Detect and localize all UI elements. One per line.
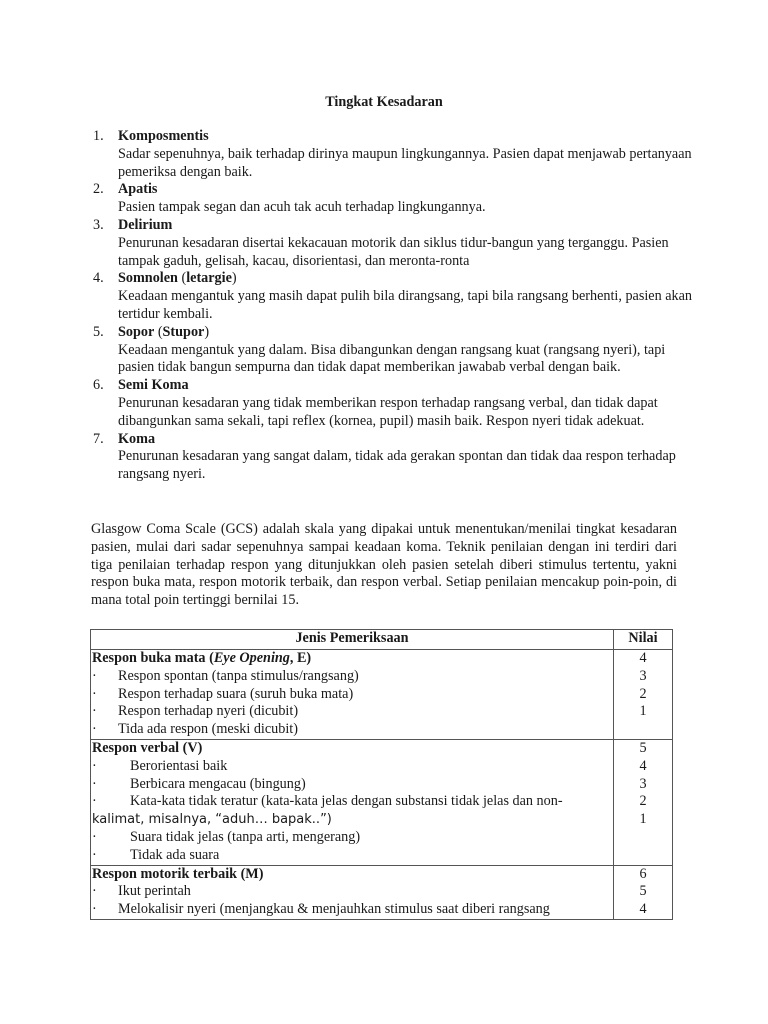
table-row [91, 739, 673, 865]
gcs-table [90, 629, 673, 920]
score: 6 [639, 865, 647, 882]
motor-cell [91, 865, 614, 919]
level-description: Sadar sepenuhnya, baik terhadap dirinya maupun lingkungannya. Pasien dapat menjawab pertanyaan pemeriksa dengan baik. [118, 145, 692, 180]
table-header-row [91, 630, 673, 650]
item-number: 5. [93, 323, 104, 340]
item-text: Kata-kata tidak teratur (kata-kata jelas dengan substansi tidak jelas dan non- [130, 793, 563, 810]
level-description: Penurunan kesadaran yang sangat dalam, tidak ada gerakan spontan dan tidak daa respon terhadap rangsang nyeri. [118, 448, 676, 483]
bullet: · [92, 703, 97, 720]
list-item [91, 668, 613, 686]
level-name: Apatis [118, 181, 158, 198]
level-description: Penurunan kesadaran yang tidak memberikan respon terhadap rangsang verbal, dan tidak dapat dibangunkan sama sekali, tapi reflex (kornea, pupil) masih baik. Respon nyeri tidak adekuat. [118, 394, 658, 429]
verbal-title: Respon verbal (V) [92, 739, 203, 756]
item-text: Respon spontan (tanpa stimulus/rangsang) [118, 667, 359, 684]
title-italic: Eye Opening [213, 650, 290, 666]
table-row [91, 865, 673, 919]
item-number: 6. [93, 377, 104, 394]
item-number: 7. [93, 430, 104, 447]
item-text: Ikut perintah [118, 883, 191, 900]
level-name-main: Sopor [118, 323, 155, 340]
list-item [91, 847, 613, 865]
list-item [93, 270, 693, 323]
item-number: 4. [93, 270, 104, 287]
item-text: Respon terhadap suara (suruh buka mata) [118, 685, 354, 702]
score: 2 [639, 793, 647, 810]
gcs-intro-paragraph: Glasgow Coma Scale (GCS) adalah skala yang dipakai untuk menentukan/menilai tingkat kesadaran pasien, mulai dari sadar sepenuhnya sampai keadaan koma. Teknik penilaian dengan ini terdiri dari tiga penilaian terhadap respon yang ditunjukkan oleh pasien setelah diberi stimulus tertentu, yakni respon buka mata, respon motorik terbaik, dan respon verbal. Setiap penilaian mencakup poin-poin, di mana total poin tertinggi bernilai 15. [91, 521, 677, 609]
title-part: , E) [289, 650, 312, 666]
bullet: · [92, 846, 97, 863]
item-text: Suara tidak jelas (tanpa arti, mengerang) [130, 828, 361, 845]
level-description: Keadaan mengantuk yang dalam. Bisa dibangunkan dengan rangsang kuat (rangsang nyeri), tapi pasien tidak bangun sempurna dan tidak dapat memberikan jawabab verbal dengan baik. [118, 341, 666, 376]
list-item [91, 901, 613, 919]
score: 4 [639, 757, 647, 774]
bullet: · [92, 685, 97, 702]
level-description: Penurunan kesadaran disertai kekacauan motorik dan siklus tidur-bangun yang terganggu. Pasien tampak gaduh, gelisah, kacau, disorientasi, dan meronta-ronta [118, 234, 669, 269]
list-item [91, 703, 613, 721]
level-name: Somnolen (letargie) [118, 270, 237, 287]
header-nilai: Nilai [614, 630, 673, 650]
item-text: Respon terhadap nyeri (dicubit) [118, 703, 299, 720]
bullet: · [92, 757, 97, 774]
level-name: Koma [118, 430, 156, 447]
list-item [91, 686, 613, 704]
level-name-alt: letargie [186, 270, 232, 287]
eye-opening-scores [614, 650, 673, 740]
level-name: Komposmentis [118, 128, 209, 144]
score: 1 [639, 811, 647, 828]
title-part: Respon buka mata ( [92, 650, 214, 666]
bullet: · [92, 721, 97, 738]
item-number: 3. [93, 216, 104, 233]
item-text: Berbicara mengacau (bingung) [130, 775, 306, 792]
list-item [91, 793, 613, 829]
level-name-alt: Stupor [162, 323, 205, 340]
motor-scores [614, 865, 673, 919]
item-number: 1. [93, 128, 104, 144]
bullet: · [92, 883, 97, 900]
item-text: Berorientasi baik [130, 757, 228, 774]
level-name: Semi Koma [118, 377, 189, 394]
score: 4 [639, 901, 647, 918]
consciousness-level-list [93, 128, 693, 484]
eye-opening-title [91, 650, 613, 668]
level-description: Pasien tampak segan dan acuh tak acuh terhadap lingkungannya. [118, 199, 486, 216]
list-item [93, 217, 693, 270]
list-item [93, 128, 693, 181]
list-item [93, 431, 693, 484]
bullet: · [92, 901, 97, 918]
item-text: Tida ada respon (meski dicubit) [118, 721, 298, 738]
score: 2 [639, 685, 647, 702]
score: 3 [639, 667, 647, 684]
item-text: Tidak ada suara [130, 846, 220, 863]
list-item [93, 324, 693, 377]
list-item [91, 721, 613, 739]
list-item [93, 181, 693, 217]
bullet: · [92, 667, 97, 684]
score: 5 [639, 883, 647, 900]
eye-opening-cell [91, 650, 614, 740]
header-jenis-pemeriksaan: Jenis Pemeriksaan [91, 630, 614, 650]
motor-title: Respon motorik terbaik (M) [92, 865, 264, 882]
level-name: Sopor (Stupor) [118, 323, 210, 340]
score: 1 [639, 703, 647, 720]
verbal-scores [614, 739, 673, 865]
page-title: Tingkat Kesadaran [325, 94, 443, 110]
item-number: 2. [93, 181, 104, 198]
list-item [93, 377, 693, 430]
score: 3 [639, 775, 647, 792]
item-continuation: kalimat, misalnya, “aduh… bapak..”) [92, 812, 332, 828]
table-row [91, 650, 673, 740]
list-item [91, 829, 613, 847]
bullet: · [92, 828, 97, 845]
bullet: · [92, 793, 97, 810]
list-item [91, 776, 613, 794]
score: 5 [639, 739, 647, 756]
list-item [91, 883, 613, 901]
level-name: Delirium [118, 216, 173, 233]
item-text: Melokalisir nyeri (menjangkau & menjauhkan stimulus saat diberi rangsang [118, 901, 550, 918]
score: 4 [639, 650, 647, 666]
level-description: Keadaan mengantuk yang masih dapat pulih bila dirangsang, tapi bila rangsang berhenti, pasien akan tertidur kembali. [118, 288, 693, 322]
list-item [91, 758, 613, 776]
bullet: · [92, 775, 97, 792]
verbal-cell [91, 739, 614, 865]
level-name-main: Somnolen [118, 270, 178, 287]
